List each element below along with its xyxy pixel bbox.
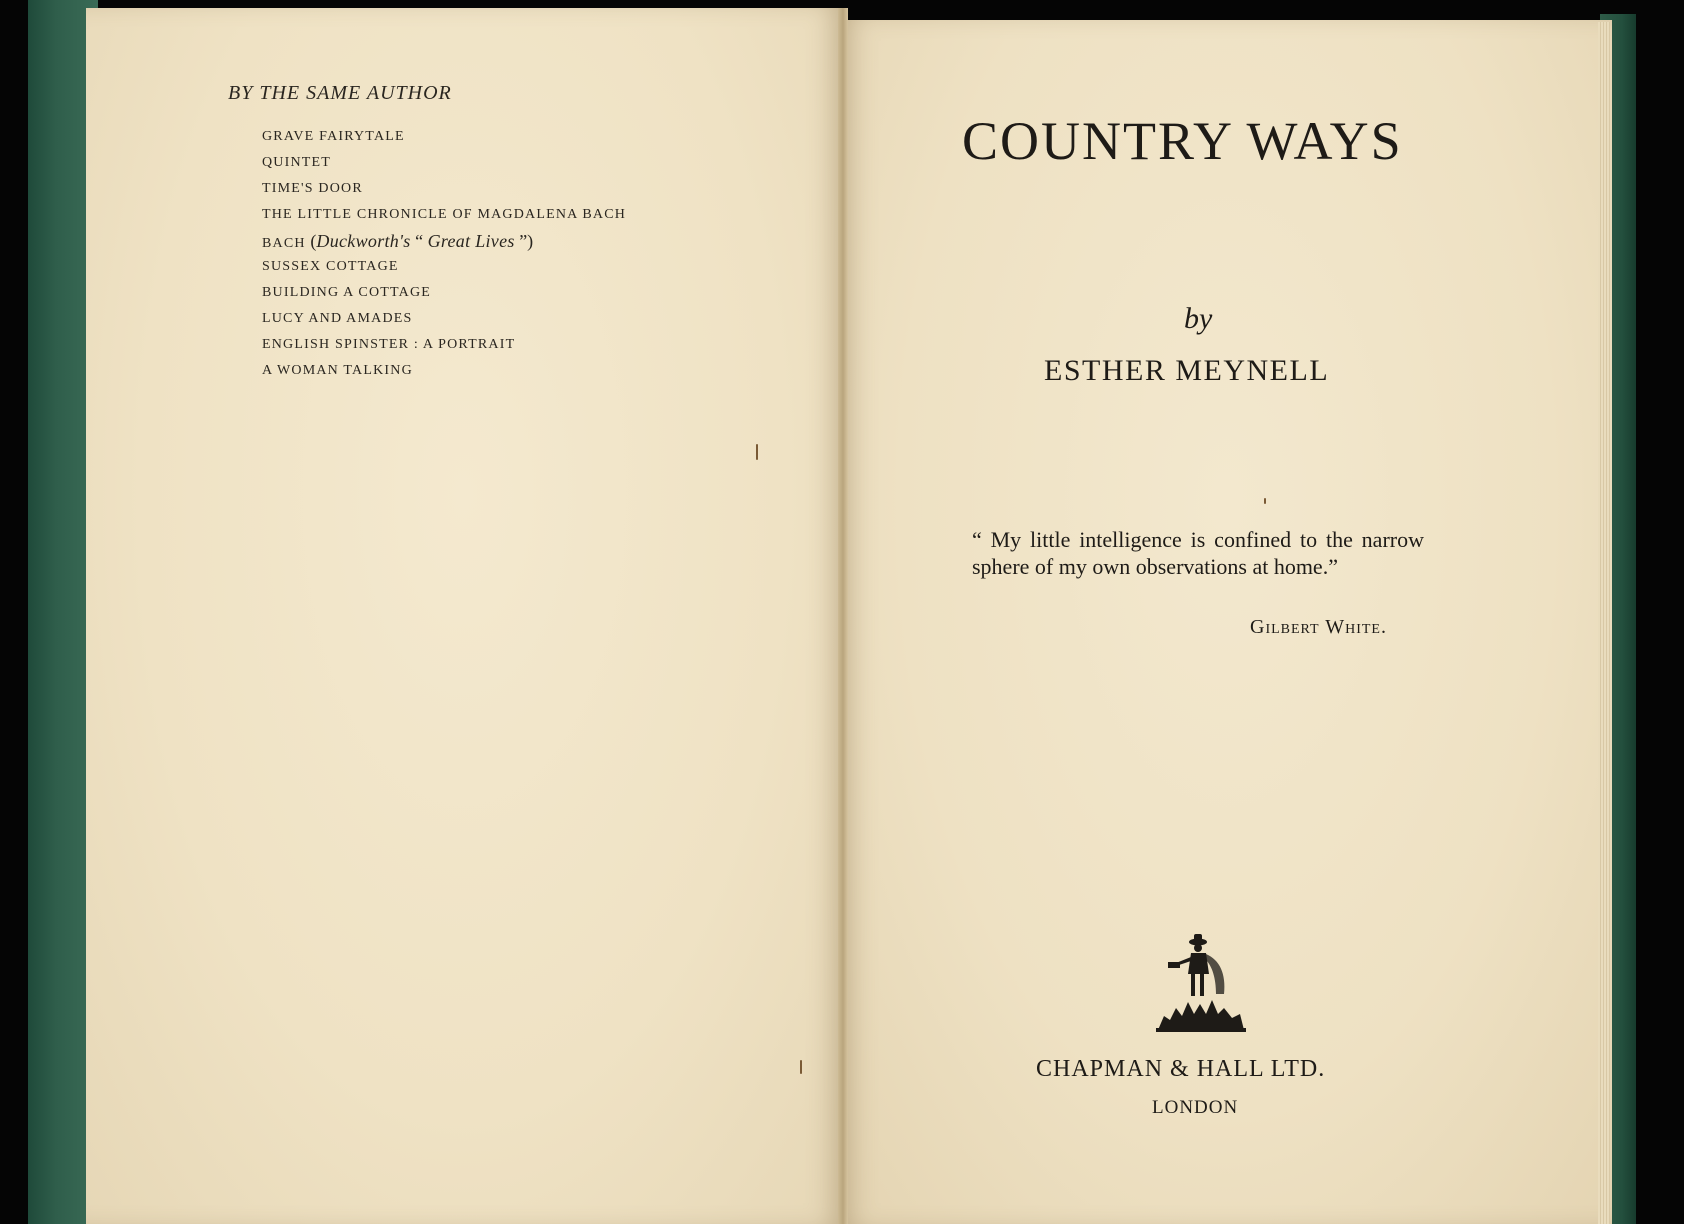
note-series: Great Lives [427,231,515,251]
book-list [262,124,626,384]
book-list-item: TIME'S DOOR [262,181,363,196]
publisher-place: LONDON [1152,1097,1239,1118]
same-author-heading: BY THE SAME AUTHOR [228,82,452,104]
book-list-item: SUSSEX COTTAGE [262,259,399,274]
note-close: ”) [514,231,534,251]
epigraph-author: Gilbert White. [1250,616,1387,638]
author-name: ESTHER MEYNELL [1044,354,1330,387]
note-open: ( [310,231,317,251]
right-page [842,20,1612,1224]
publisher-device-figure-icon [1154,930,1248,1036]
by-line: by [1184,302,1213,335]
paper-blemish [800,1060,802,1074]
book-list-item: THE LITTLE CHRONICLE OF MAGDALENA BACH [262,207,627,222]
paper-blemish [1264,498,1266,504]
page-edges [1598,22,1610,1224]
book-list-item: A WOMAN TALKING [262,363,413,378]
publisher-name: CHAPMAN & HALL LTD. [1036,1056,1326,1082]
book-list-item: GRAVE FAIRYTALE [262,129,405,144]
note-quote: “ [410,231,428,251]
note-publisher: Duckworth's [316,231,411,251]
book-gutter [838,8,848,1224]
book-list-item: ENGLISH SPINSTER : A PORTRAIT [262,337,516,352]
book-list-item: BUILDING A COTTAGE [262,285,432,300]
paper-blemish [756,444,758,460]
epigraph-quote: “ My little intelligence is confined to the narrow sphere of my own observations at home.” [972,527,1424,579]
book-title: COUNTRY WAYS [962,111,1403,171]
book-list-item: LUCY AND AMADES [262,311,413,326]
book-list-item: BACH (Duckworth's “ Great Lives ”) [262,231,534,251]
book-list-item: QUINTET [262,155,332,170]
